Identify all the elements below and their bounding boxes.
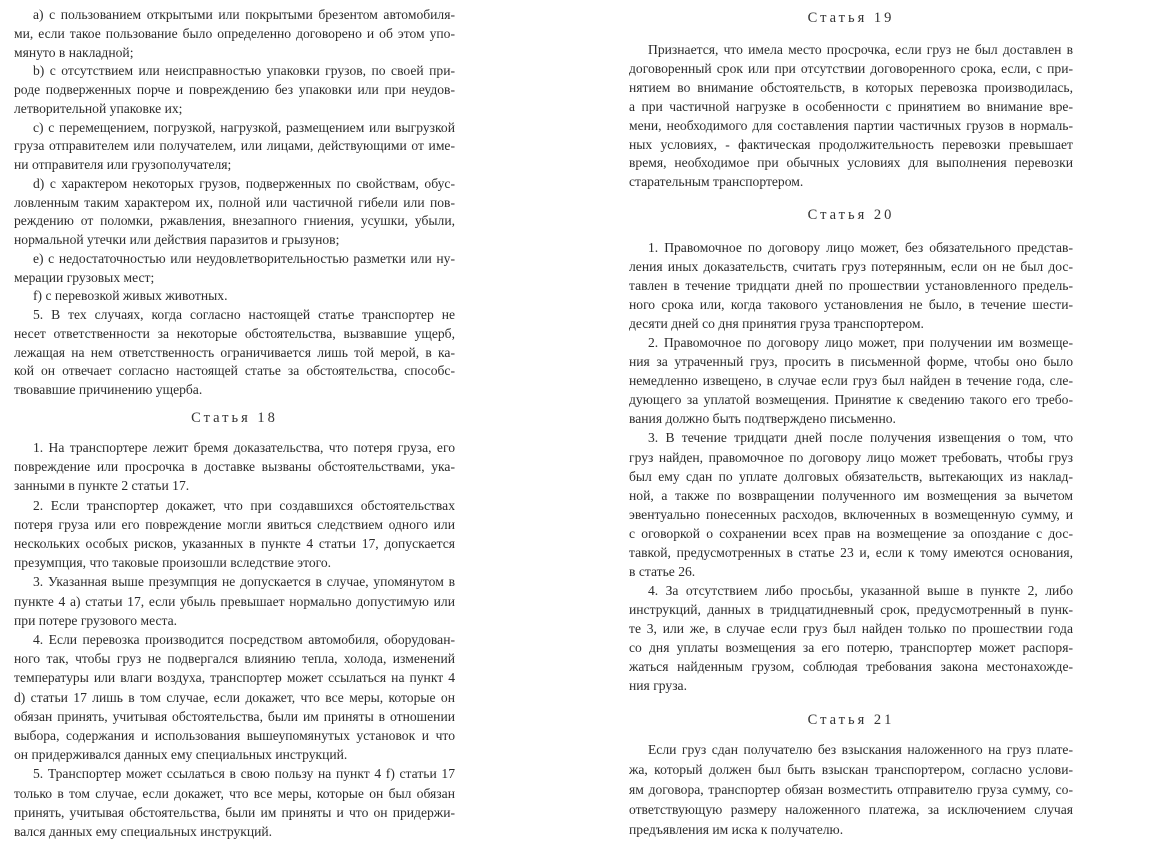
- text-line: b) с отсутствием или неисправностью упаковки грузов, по своей при-: [33, 63, 455, 79]
- paragraph: [14, 62, 455, 118]
- text-line: обязан принять, учитывая обстоятельства, были им приняты в отношении: [14, 708, 455, 724]
- text-line: ни отправителя или грузополучателя;: [14, 157, 232, 172]
- text-line: твовавшие причинению ущерба.: [14, 382, 203, 397]
- text-line: Признается, что имела место просрочка, если груз не был доставлен в: [648, 42, 1073, 57]
- text-line: предъявления им иска к получателю.: [629, 822, 844, 837]
- left-page-section-article-17-continued: [14, 6, 455, 400]
- text-line: ной, а также по возвращении полученного им возмещения за вычетом: [629, 487, 1073, 503]
- paragraph: [629, 238, 1073, 333]
- text-line: f) с перевозкой живых животных.: [33, 288, 228, 304]
- paragraph: [14, 572, 455, 630]
- text-line: инструкций, данных в тридцатидневный срок, предусмотренный в пунк-: [629, 601, 1073, 617]
- article-19-body: [629, 41, 1073, 192]
- article-21-body: [629, 740, 1073, 840]
- text-line: d) статьи 17 лишь в том случае, если докажет, что все меры, которые он: [14, 689, 455, 705]
- text-line: 5. Транспортер может ссылаться в свою пользу на пункт 4 f) статьи 17: [33, 766, 455, 782]
- text-line: потеря груза или его повреждение могли явиться следствием одного или: [14, 516, 455, 532]
- text-line: 1. Правомочное по договору лицо может, без обязательного представ-: [648, 240, 1073, 255]
- text-line: 4. Если перевозка производится посредством автомобиля, оборудован-: [33, 632, 455, 648]
- paragraph: [629, 41, 1073, 192]
- text-line: договоренный срок или при отсутствии договоренного срока, если, с при-: [629, 60, 1073, 76]
- text-line: тавлен в течение тридцати дней по прошествии установленного предель-: [629, 278, 1073, 294]
- text-line: с оговоркой о сохранении всех прав на возмещение за опоздание с дос-: [629, 525, 1073, 541]
- paragraph: [629, 740, 1073, 840]
- article-20-body: [629, 238, 1073, 695]
- text-line: а) с пользованием открытыми или покрытыми брезентом автомобиля-: [33, 7, 455, 22]
- text-line: десяти дней со дня принятия груза транспортером.: [629, 316, 924, 332]
- paragraph: [14, 287, 455, 306]
- text-line: 2. Если транспортер докажет, что при создавшихся обстоятельствах: [33, 497, 455, 513]
- paragraph: [14, 630, 455, 764]
- text-line: в статье 26.: [629, 563, 696, 579]
- text-line: ям договора, транспортер обязан возместить отправителю груза сумму, со-: [629, 782, 1073, 797]
- text-line: при потере грузового места.: [14, 612, 178, 628]
- paragraph: [14, 119, 455, 175]
- text-line: лежащая на нем ответственность ограничивается лишь той мерой, в ка-: [14, 344, 455, 360]
- text-line: ного так, чтобы груз не подвергался влиянию тепла, холода, изменений: [14, 651, 455, 667]
- text-line: ния груза.: [629, 678, 687, 694]
- text-line: летворительной упаковке их;: [14, 100, 183, 116]
- text-line: только в том случае, если докажет, что все меры, которые он был обязан: [14, 785, 455, 801]
- text-line: мени, необходимого для составления партии частичных грузов в нормаль-: [629, 117, 1073, 133]
- text-line: d) с характером некоторых грузов, подверженных по свойствам, обус-: [33, 175, 455, 191]
- text-line: мерации грузовых мест;: [14, 269, 155, 285]
- text-line: ных условиях, - фактическая продолжительность перевозки превышает: [629, 136, 1073, 152]
- text-line: 4. За отсутствием либо просьбы, указанной выше в пункте 2, либо: [648, 582, 1073, 598]
- paragraph: [14, 250, 455, 288]
- paragraph: [14, 6, 455, 62]
- text-line: нормальной утечки или действия паразитов и грызунов;: [14, 232, 340, 247]
- text-line: 2. Правомочное по договору лицо может, при получении им возмеще-: [648, 335, 1073, 351]
- paragraph: [14, 496, 455, 573]
- text-line: с) с перемещением, погрузкой, нагрузкой, размещением или выгрузкой: [33, 119, 455, 135]
- paragraph: [14, 764, 455, 841]
- text-line: немедленно извещено, в случае если груз был найден в течение года, сле-: [629, 373, 1073, 389]
- text-line: а при частичной нагрузке в особенности с принятием во внимание вре-: [629, 98, 1073, 114]
- text-line: ответствующую размеру наложенного платежа, за исключением случая: [629, 802, 1073, 817]
- article-19-heading: Статья 19: [807, 10, 895, 26]
- text-line: был ему сдан по уплате долговых обязательств, вытекающих из наклад-: [629, 468, 1073, 484]
- text-line: Если груз сдан получателю без взыскания наложенного на груз плате-: [648, 742, 1073, 757]
- text-line: принять, учитывая обстоятельства, были им приняты и что он придержи-: [14, 804, 455, 820]
- text-line: реждению от поломки, ржавления, внезапного гниения, усушки, убыли,: [14, 213, 455, 229]
- text-line: время, необходимое при обычных условиях для выполнения перевозки: [629, 155, 1073, 171]
- text-line: выбора, содержания и использования вышеупомянутых установок и что: [14, 728, 455, 744]
- text-line: ления иных доказательств, считать груз потерянным, если он не был дос-: [629, 259, 1073, 275]
- text-line: 1. На транспортере лежит бремя доказательства, что потеря груза, его: [33, 440, 455, 455]
- text-line: роде подверженных порче и повреждению без упаковки или при неудов-: [14, 82, 455, 97]
- text-line: вания должно быть подтверждено письменно.: [629, 411, 896, 427]
- article-18-body: [14, 438, 455, 841]
- text-line: е) с недостаточностью или неудовлетворительностью разметки или ну-: [33, 250, 455, 266]
- text-line: те 3, или же, в случае если груз был найден только по прошествии года: [629, 620, 1073, 636]
- paragraph: [629, 428, 1073, 580]
- article-20-heading: Статья 20: [807, 207, 895, 223]
- paragraph: [14, 438, 455, 496]
- text-line: 5. В тех случаях, когда согласно настоящей статье транспортер не: [33, 307, 455, 322]
- text-line: презумпция, что таковые произошли вследствие этого.: [14, 555, 332, 571]
- text-line: кой он отвечает согласно настоящей статье за обстоятельства, способс-: [14, 363, 455, 379]
- text-line: 3. В течение тридцати дней после получения извещения о том, что: [648, 430, 1073, 446]
- text-line: тавкой, предусмотренных в статье 23 и, если к тому имеются основания,: [629, 544, 1073, 560]
- text-line: груз найден, правомочное по договору лицо может требовать, чтобы груз: [629, 449, 1073, 465]
- text-line: ловленным таким характером их, полной или частичной гибели или пов-: [14, 194, 455, 210]
- text-line: он придерживался данных ему специальных инструкций.: [14, 747, 348, 763]
- text-line: пункте 4 а) статьи 17, если убыль превышает нормально допустимую или: [14, 593, 455, 609]
- text-line: груза отправителем или получателем, или лицами, действующими от име-: [14, 138, 455, 154]
- paragraph: [14, 306, 455, 400]
- article-18-heading: Статья 18: [191, 410, 278, 426]
- text-line: ния за утраченный груз, просить в письменной форме, чтобы оно было: [629, 354, 1073, 370]
- text-line: дующего за уплатой возмещения. Принятие к сведению такого его требо-: [629, 392, 1073, 408]
- text-line: 3. Указанная выше презумпция не допускается в случае, упомянутом в: [33, 574, 455, 590]
- article-21-heading: Статья 21: [807, 712, 895, 728]
- text-line: температуры или влаги воздуха, транспортер может ссылаться на пункт 4: [14, 670, 455, 686]
- paragraph: [629, 333, 1073, 428]
- text-line: ми, если такое пользование было определенно договорено и об этом упо-: [14, 25, 455, 41]
- text-line: несет ответственности за некоторые обстоятельства, вызвавшие ущерб,: [14, 325, 455, 341]
- text-line: мянуто в накладной;: [14, 44, 134, 60]
- text-line: жа, который должен был быть взыскан транспортером, согласно услови-: [629, 762, 1073, 777]
- text-line: нескольких особых рисков, указанных в пункте 4 статьи 17, допускается: [14, 536, 455, 552]
- paragraph: [14, 175, 455, 250]
- text-line: со дня уплаты возмещения за его потерю, транспортер может распоря-: [629, 639, 1073, 655]
- text-line: эвентуально понесенных расходов, включенных в возмещенную сумму, и: [629, 506, 1073, 522]
- text-line: вался данных ему специальных инструкций.: [14, 824, 273, 840]
- text-line: занными в пункте 2 статьи 17.: [14, 478, 190, 494]
- text-line: повреждение или просрочка в доставке вызваны обстоятельствами, ука-: [14, 459, 455, 475]
- text-line: жаться найденным грузом, соблюдая требования закона местонахожде-: [629, 659, 1073, 675]
- text-line: ного срока или, когда такового установления не было, в течение шести-: [629, 297, 1073, 313]
- paragraph: [629, 581, 1073, 695]
- text-line: нятием во внимание обстоятельств, в которых перевозка производилась,: [629, 79, 1073, 95]
- text-line: старательным транспортером.: [629, 174, 804, 190]
